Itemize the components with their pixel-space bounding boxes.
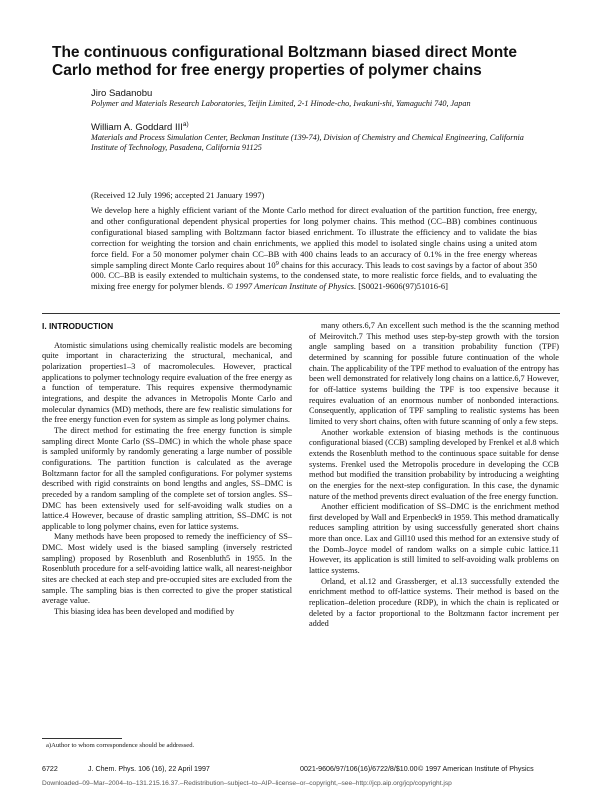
- abstract-text: chains for this accuracy. This leads to cost savings by a factor of about 350 000. CC–BB is easily extended to multichain systems, to the condensed state, to more realistic force fields, and to evaluating the mixing free energy for polymer blends.: [91, 259, 537, 292]
- abstract-text: We develop here a highly efficient variant of the Monte Carlo method for direct evaluation of the partition function, free energy, and other configurational dependent physical properties for long polymer chains. This method (CC–BB) combines continuous configurational biased sampling with Boltzmann factor biased enrichment. To illustrate the efficiency and to validate the bias correction for weighting the torsion and chain enrichments, we applied this model to isolated single chains using a united atom force field. For a 50 monomer polymer chain CC–BB with 400 chains leads to an accuracy of 0.1% in the free energy whereas simple sampling direct Monte Carlo requires about 10: [91, 205, 537, 270]
- page-number: 6722: [42, 765, 58, 773]
- author-affiliation: Polymer and Materials Research Laboratories, Teijin Limited, 2-1 Hinode-cho, Iwakuni-shi, Yamaguchi 740, Japan: [91, 99, 471, 108]
- paragraph: many others.6,7 An excellent such method is the the scanning method of Meirovitch.7 This method uses step-by-step growth with the torsion angle sampling based on a transition probability function (TPF) determined by scanning for possible future continuation of the whole chain. The applicability of the TPF method to evaluation of the entropy has been well demonstrated for relatively long chains on a lattice.6,7 However, for off-lattice systems building the TPF is too expensive because it requires evaluation of an enormous number of nonbonded interactions. Consequently, application of TPF sampling to realistic systems has been limited to very short chains, often with future scanning of only a few steps.: [309, 321, 559, 426]
- footnote: a)Author to whom correspondence should be addressed.: [46, 742, 195, 749]
- abstract-copyright: © 1997 American Institute of Physics.: [226, 281, 357, 292]
- abstract-code: [S0021-9606(97)51016-6]: [358, 281, 448, 292]
- author-affiliation: Materials and Process Simulation Center, Beckman Institute (139-74), Division of Chemistry and Chemical Engineering, California Institute of Technology, Pasadena, California 91125: [91, 133, 524, 153]
- paragraph: Another efficient modification of SS–DMC is the enrichment method first developed by Wall and Erpenbeck9 in 1959. This method dramatically reduces sampling attrition by using successfully generated short chains more than once. Lax and Gill10 used this method for an extensive study of the Domb–Joyce model of random walks on a simple cubic lattice.11 However, its application is still limited to self-avoiding walk problems on lattice systems.: [309, 502, 559, 576]
- footer-copyright: © 1997 American Institute of Physics: [418, 765, 534, 773]
- section-heading: I. INTRODUCTION: [42, 321, 114, 331]
- paper-title: The continuous configurational Boltzmann biased direct Monte Carlo method for free energy properties of polymer chains: [52, 44, 518, 79]
- author-footnote-marker: a): [182, 121, 189, 128]
- paragraph: Many methods have been proposed to remedy the inefficiency of SS–DMC. Most widely used is the biased sampling (inversely restricted sampling) proposed by Rosenbluth and Rosenbluth5 in 1955. In the Rosenbluth procedure for a self-avoiding lattice walk, all nearest-neighbor sites are checked at each step and pre-occupied sites are excluded from the sample. The sampling bias is then corrected to give the proper statistical average value.: [42, 532, 292, 606]
- received-dates: (Received 12 July 1996; accepted 21 January 1997): [91, 191, 265, 200]
- journal-citation: J. Chem. Phys. 106 (16), 22 April 1997: [88, 765, 210, 773]
- article-code: 0021-9606/97/106(16)/6722/8/$10.00: [300, 765, 418, 773]
- footnote-rule: [42, 738, 122, 739]
- right-column: [309, 321, 559, 630]
- left-column: [42, 321, 292, 618]
- paragraph: Atomistic simulations using chemically realistic models are becoming quite important in characterizing the structural, mechanical, and polarization properties1–3 of macromolecules. However, practical applications to polymer technology require evaluation of the free energy as a function of temperature. This requires expensive thermodynamic integrations, and despite the advances in Metropolis Monte Carlo and molecular dynamics (MD) methods, there are few realistic simulations for the free energy function even for system as simple as long polymer chains.: [42, 340, 292, 425]
- paragraph: Orland, et al.12 and Grassberger, et al.13 successfully extended the enrichment method to off-lattice systems. Their method is based on the replication–deletion procedure (RDP), in which the chain is replicated or deleted by a factor proportional to the Boltzmann factor increment per added: [309, 576, 559, 629]
- header-rule: [42, 313, 560, 314]
- abstract-exponent: 9: [275, 259, 279, 267]
- download-notice: Downloaded–09–Mar–2004–to–131.215.16.37.–Redistribution–subject–to–AIP–license–or–copyright,–see–http://jcp.aip.org/jcp/copyright.jsp: [42, 780, 452, 787]
- abstract: [91, 205, 537, 292]
- paragraph: Another workable extension of biasing methods is the continuous configurational biased (CCB) sampling developed by Frenkel et al.8 which extends the Rosenbluth method to the continuous space suitable for dense systems. Frenkel used the Metropolis procedure in developing the CCB method but modified the transition probability by introducing a weighting on the energies for the next-step configuration. In this case, the dynamic nature of the method prevents direct evaluation of the free energy function.: [309, 427, 559, 501]
- author-name: Jiro Sadanobu: [91, 88, 153, 99]
- author-name: William A. Goddard III$^{a)}$: [91, 121, 189, 133]
- paragraph: This biasing idea has been developed and modified by: [54, 607, 235, 617]
- paragraph: The direct method for estimating the free energy function is simple sampling direct Monte Carlo (SS–DMC) in which the whole phase space is sampled uniformly by randomly generating a large number of possible configurations. The partition function is calculated as the average Boltzmann factor for all the sampled configurations. For polymer systems described with rigid constraints on bond lengths and angles, SS–DMC is preceded by a random sampling of the complete set of torsion angles. SS–DMC has been extensively used for self-avoiding walk studies on a lattice.4 However, because of drastic sampling attrition, SS–DMC is not applicable to long polymer chains, even for lattice systems.: [42, 425, 292, 531]
